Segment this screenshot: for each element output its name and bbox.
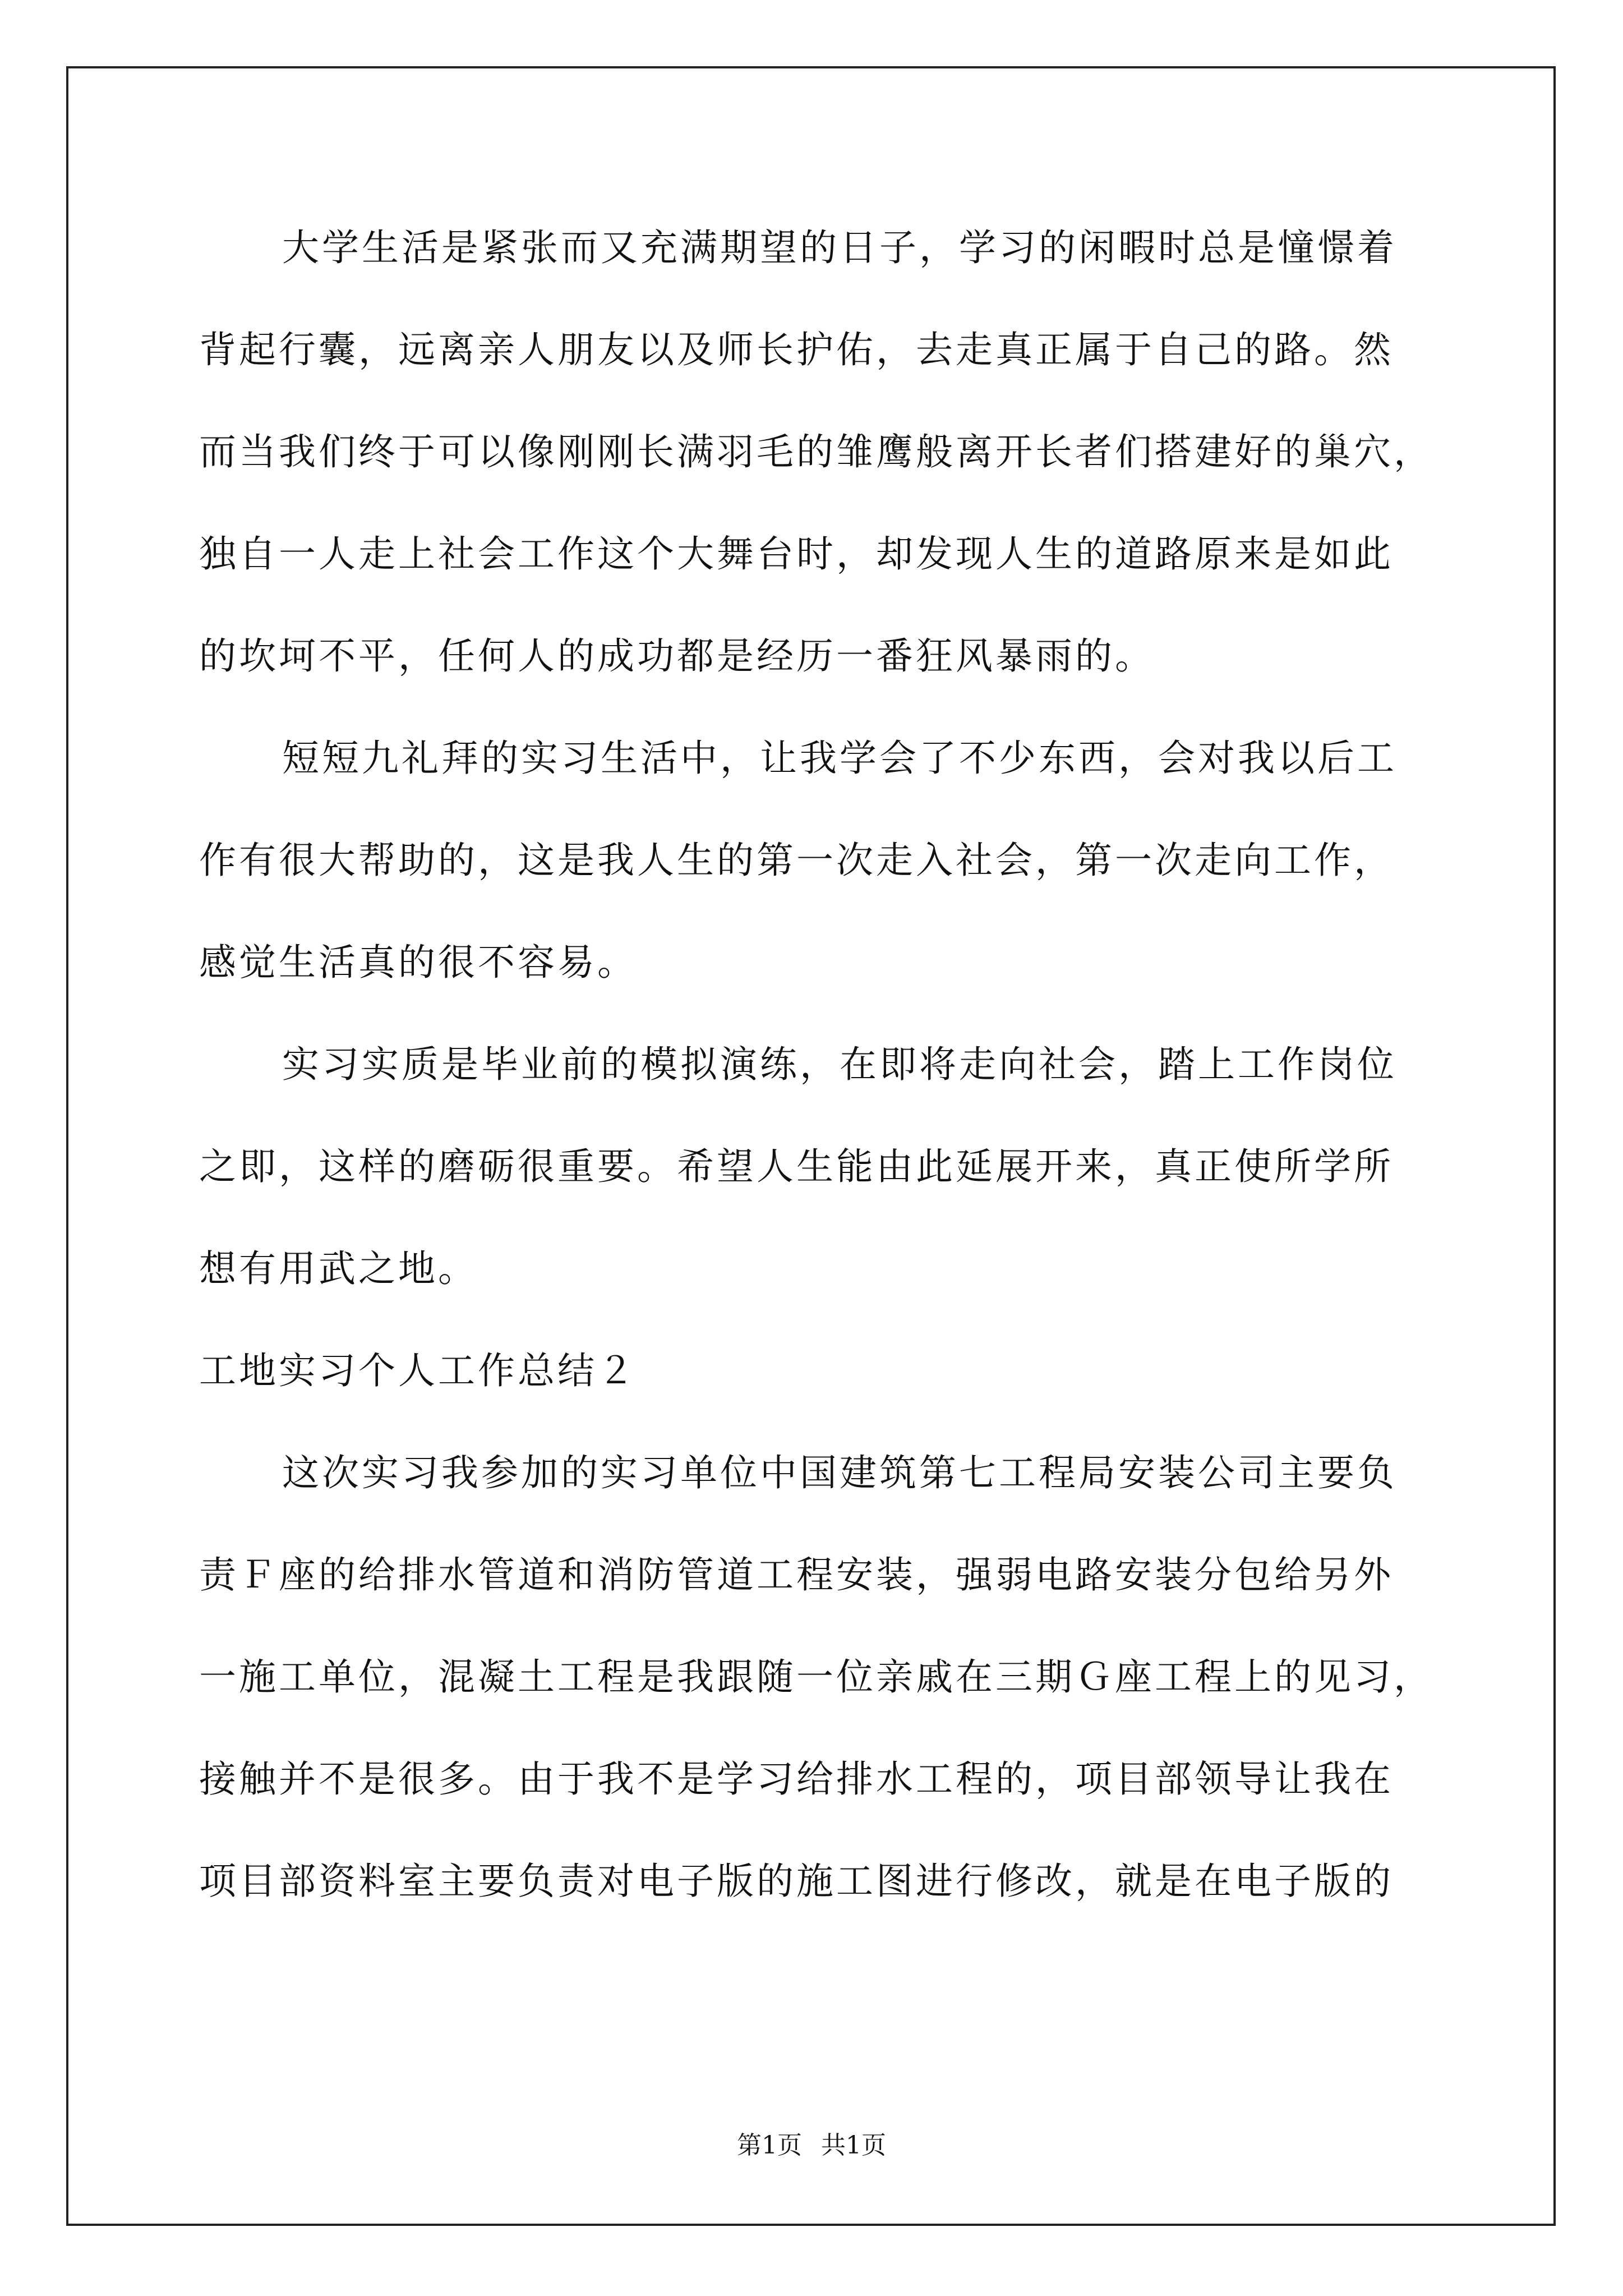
text-line: 作有很大帮助的，这是我人生的第一次走入社会，第一次走向工作， [199, 839, 1394, 882]
text-line: 实习实质是毕业前的模拟演练，在即将走向社会，踏上工作岗位 [282, 1043, 1397, 1086]
document-body [199, 223, 1438, 1959]
text-line: 这次实习我参加的实习单位中国建筑第七工程局安装公司主要负 [282, 1451, 1397, 1494]
text-line: 之即，这样的磨砺很重要。希望人生能由此延展开来，真正使所学所 [199, 1145, 1394, 1188]
text-line: 责Ｆ座的给排水管道和消防管道工程安装，强弱电路安装分包给另外 [199, 1553, 1394, 1596]
text-line: 大学生活是紧张而又充满期望的日子，学习的闲暇时总是憧憬着 [282, 226, 1397, 269]
text-line: 一施工单位，混凝土工程是我跟随一位亲戚在三期Ｇ座工程上的见习， [199, 1655, 1433, 1699]
page-number: 第1页 [737, 2131, 802, 2160]
section-heading: 工地实习个人工作总结２ [199, 1349, 637, 1392]
text-line: 短短九礼拜的实习生活中，让我学会了不少东西，会对我以后工 [282, 737, 1397, 780]
text-line: 感觉生活真的很不容易。 [199, 941, 637, 984]
text-line: 想有用武之地。 [199, 1247, 478, 1290]
text-line: 的坎坷不平，任何人的成功都是经历一番狂风暴雨的。 [199, 634, 1155, 678]
text-line: 背起行囊，远离亲人朋友以及师长护佑，去走真正属于自己的路。然 [199, 328, 1394, 371]
text-line: 接触并不是很多。由于我不是学习给排水工程的，项目部领导让我在 [199, 1757, 1394, 1801]
text-line: 项目部资料室主要负责对电子版的施工图进行修改，就是在电子版的 [199, 1860, 1394, 1903]
text-line: 独自一人走上社会工作这个大舞台时，却发现人生的道路原来是如此 [199, 532, 1394, 576]
page-total: 共1页 [821, 2131, 886, 2160]
page-footer [0, 2130, 1623, 2161]
text-line: 而当我们终于可以像刚刚长满羽毛的雏鹰般离开长者们搭建好的巢穴， [199, 430, 1433, 473]
